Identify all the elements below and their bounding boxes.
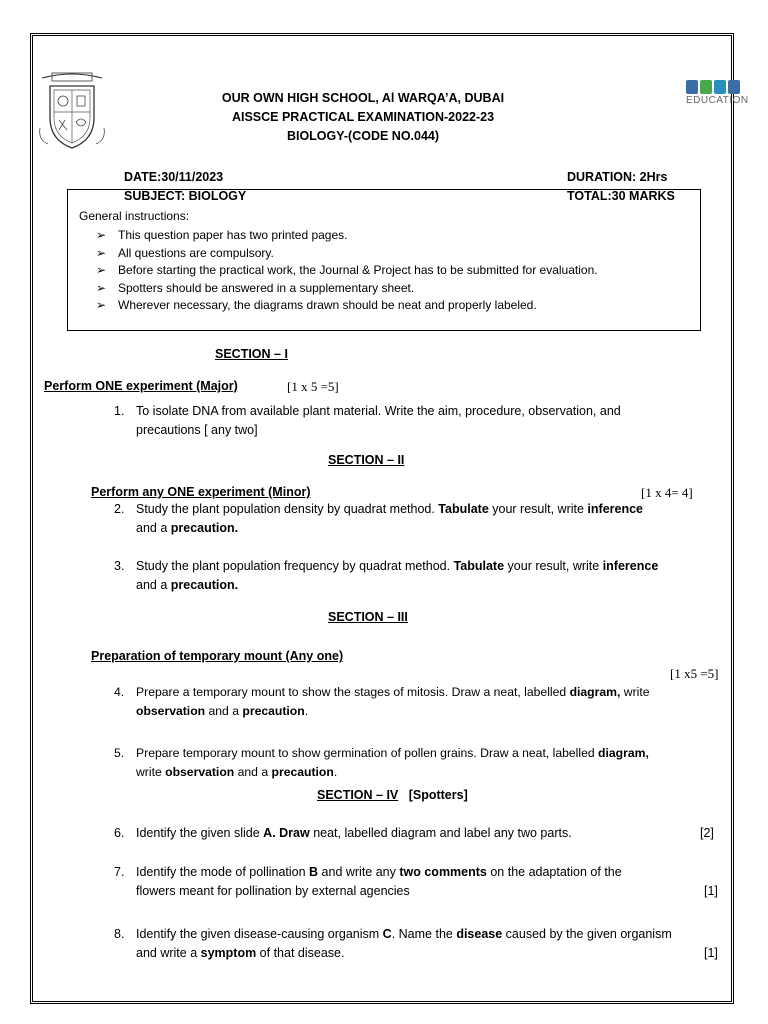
question-8-marks: [1] <box>704 946 718 960</box>
gems-education-label: EDUCATION <box>686 95 749 106</box>
question-1: 1. To isolate DNA from available plant material. Write the aim, procedure, observation, and precautions [ any two] <box>114 404 621 437</box>
question-4: 4. Prepare a temporary mount to show the stages of mitosis. Draw a neat, labelled diagram, write observation and a precaution. <box>114 685 650 718</box>
school-crest-logo <box>32 70 112 152</box>
school-name: OUR OWN HIGH SCHOOL, Al WARQA’A, DUBAI <box>221 91 505 105</box>
exam-title: AISSCE PRACTICAL EXAMINATION-2022-23 <box>231 110 495 124</box>
section-3-heading: Preparation of temporary mount (Any one) <box>91 649 344 663</box>
question-5: 5. Prepare temporary mount to show germination of pollen grains. Draw a neat, labelled diagram, write observation and a precaution. <box>114 746 649 779</box>
arrow-bullet-icon: ➢ <box>96 228 107 242</box>
question-8: 8. Identify the given disease-causing organism C. Name the disease caused by the given organism and write a symptom of that disease. [1] <box>114 927 718 960</box>
instruction-item: ➢ Wherever necessary, the diagrams drawn should be neat and properly labeled. <box>96 298 537 312</box>
arrow-bullet-icon: ➢ <box>96 298 107 312</box>
section-2-marks: [1 x 4= 4] <box>641 485 693 500</box>
gems-logo <box>686 80 749 106</box>
exam-total-marks: TOTAL:30 MARKS <box>567 189 675 203</box>
arrow-bullet-icon: ➢ <box>96 263 107 277</box>
gems-wordmark <box>686 80 749 94</box>
section-3-title: SECTION – III <box>328 610 408 624</box>
instruction-item: ➢ Before starting the practical work, the Journal & Project has to be submitted for evaluation. <box>96 263 598 277</box>
question-7-marks: [1] <box>704 884 718 898</box>
section-2-title: SECTION – II <box>328 453 405 467</box>
instructions-heading: General instructions: <box>79 209 190 223</box>
exam-date: DATE:30/11/2023 <box>124 170 224 184</box>
arrow-bullet-icon: ➢ <box>96 281 107 295</box>
section-4-title: SECTION – IV <box>317 788 399 802</box>
instruction-item: ➢ Spotters should be answered in a supplementary sheet. <box>96 281 415 295</box>
exam-duration: DURATION: 2Hrs <box>567 170 668 184</box>
arrow-bullet-icon: ➢ <box>96 246 107 260</box>
section-2-heading: Perform any ONE experiment (Minor) <box>91 485 311 499</box>
section-1-title: SECTION – I <box>215 347 288 361</box>
question-3: 3. Study the plant population frequency by quadrat method. Tabulate your result, write inference and a precaution. <box>114 559 659 592</box>
instruction-item: ➢ This question paper has two printed pages. <box>96 228 348 242</box>
section-4-subtitle: [Spotters] <box>408 788 468 802</box>
section-1-marks: [1 x 5 =5] <box>287 379 339 394</box>
section-3-marks: [1 x5 =5] <box>670 666 719 681</box>
section-1-heading: Perform ONE experiment (Major) <box>44 379 238 393</box>
subject-code: BIOLOGY-(CODE NO.044) <box>286 129 440 143</box>
question-6-marks: [2] <box>700 826 714 840</box>
question-6: 6. Identify the given slide A. Draw neat, labelled diagram and label any two parts. [2] <box>114 826 714 840</box>
exam-subject: SUBJECT: BIOLOGY <box>124 189 247 203</box>
section-4-title-row <box>317 787 468 804</box>
question-2: 2. Study the plant population density by quadrat method. Tabulate your result, write inference and a precaution. <box>114 502 644 535</box>
instruction-item: ➢ All questions are compulsory. <box>96 246 274 260</box>
question-7: 7. Identify the mode of pollination B and write any two comments on the adaptation of the flowers meant for pollination by external agencies [1] <box>114 865 718 898</box>
